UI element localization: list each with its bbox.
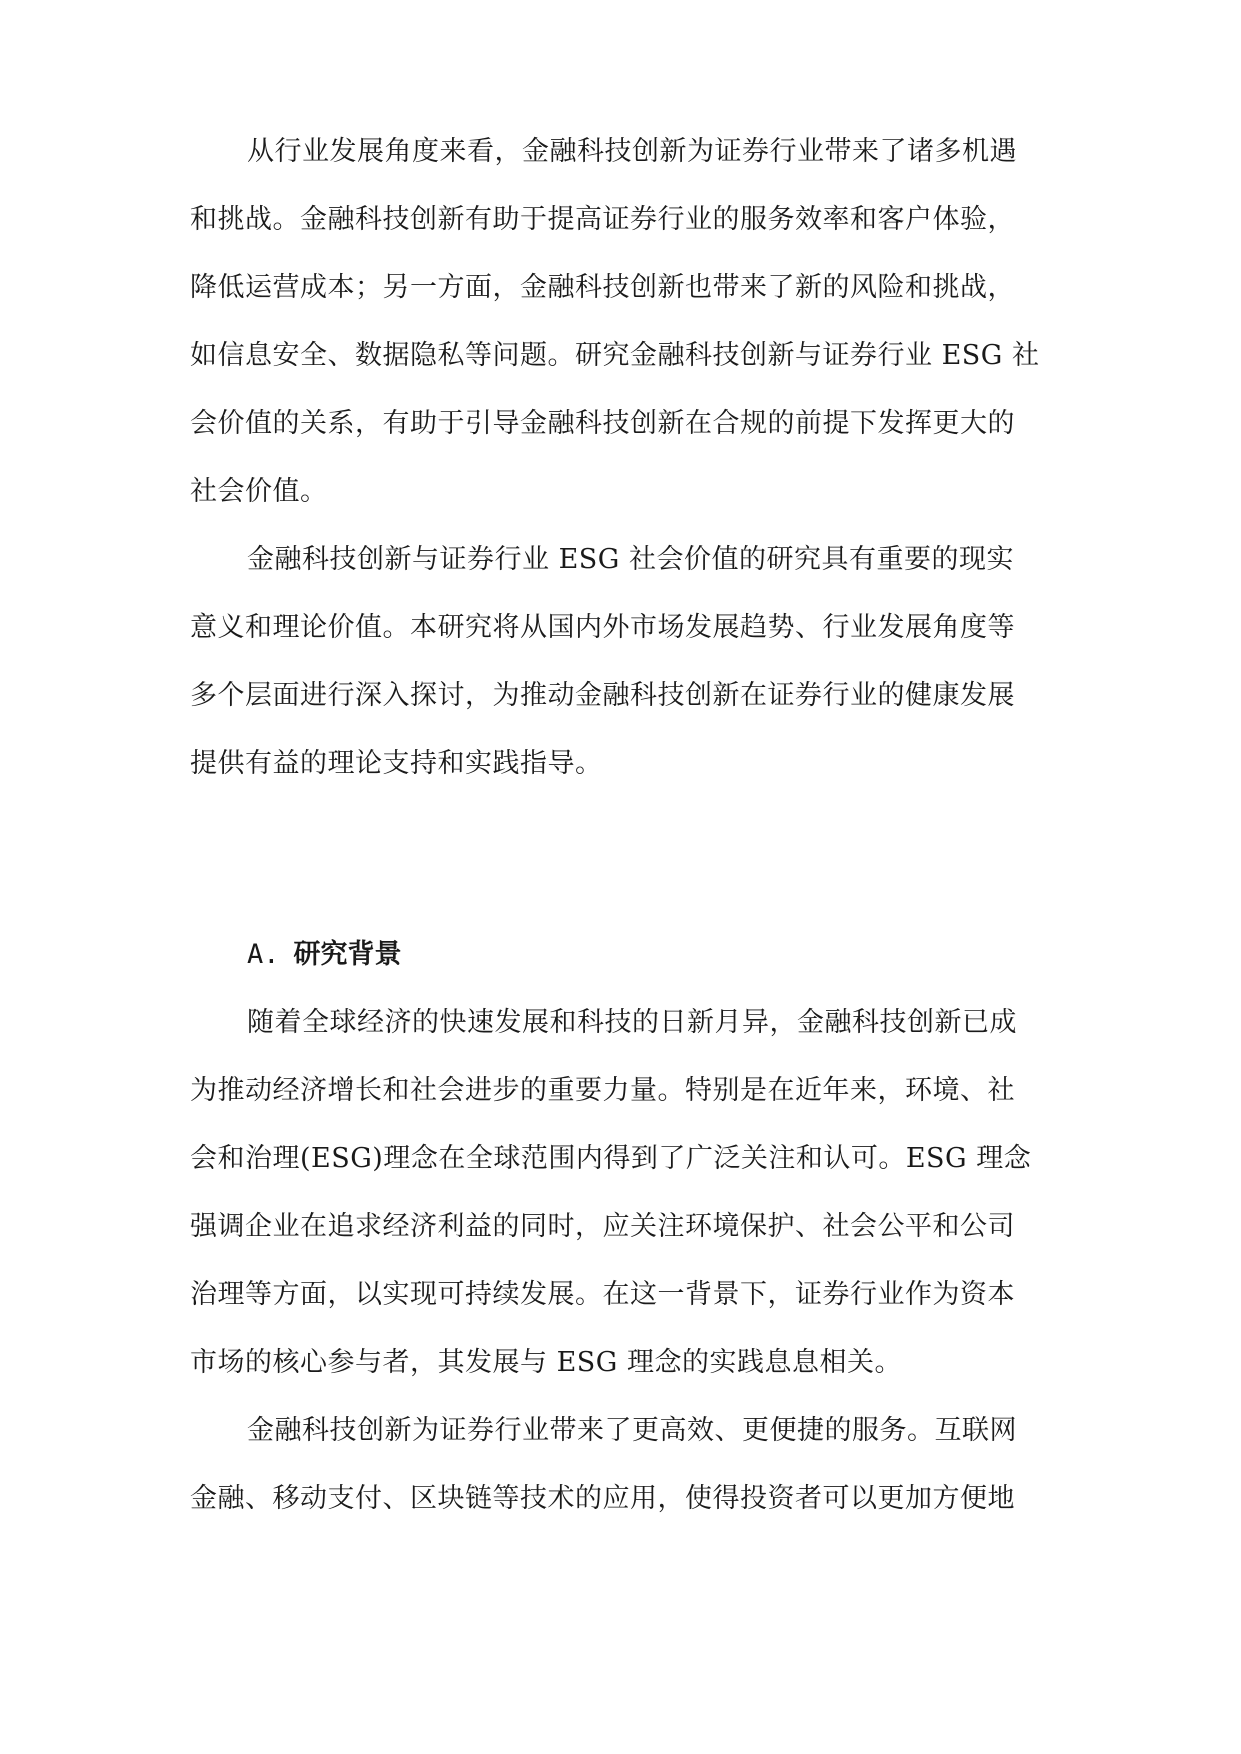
paragraph-1-line-3: 降低运营成本；另一方面，金融科技创新也带来了新的风险和挑战， [190, 272, 1015, 303]
paragraph-3-line-4: 强调企业在追求经济利益的同时，应关注环境保护、社会公平和公司 [190, 1211, 1015, 1242]
paragraph-2-line-2: 意义和理论价值。本研究将从国内外市场发展趋势、行业发展角度等 [190, 612, 1015, 643]
paragraph-1-line-1: 从行业发展角度来看，金融科技创新为证券行业带来了诸多机遇 [247, 136, 1017, 167]
paragraph-3-line-5: 治理等方面，以实现可持续发展。在这一背景下，证券行业作为资本 [190, 1279, 1015, 1310]
paragraph-2-line-1: 金融科技创新与证券行业 ESG 社会价值的研究具有重要的现实 [247, 544, 1014, 575]
paragraph-1-line-2: 和挑战。金融科技创新有助于提高证券行业的服务效率和客户体验， [190, 204, 1015, 235]
paragraph-2-line-3: 多个层面进行深入探讨，为推动金融科技创新在证券行业的健康发展 [190, 680, 1015, 711]
section-number: A. [247, 939, 280, 970]
paragraph-2-line-4: 提供有益的理论支持和实践指导。 [190, 748, 603, 779]
paragraph-1-line-5: 会价值的关系，有助于引导金融科技创新在合规的前提下发挥更大的 [190, 408, 1015, 439]
section-heading [247, 935, 402, 975]
paragraph-3-line-2: 为推动经济增长和社会进步的重要力量。特别是在近年来，环境、社 [190, 1075, 1015, 1106]
paragraph-1-line-4: 如信息安全、数据隐私等问题。研究金融科技创新与证券行业 ESG 社 [190, 340, 1040, 371]
paragraph-4-line-2: 金融、移动支付、区块链等技术的应用，使得投资者可以更加方便地 [190, 1483, 1015, 1514]
paragraph-3-line-1: 随着全球经济的快速发展和科技的日新月异，金融科技创新已成 [247, 1007, 1017, 1038]
paragraph-3-line-3: 会和治理(ESG)理念在全球范围内得到了广泛关注和认可。ESG 理念 [190, 1143, 1032, 1174]
paragraph-3-line-6: 市场的核心参与者，其发展与 ESG 理念的实践息息相关。 [190, 1347, 902, 1378]
paragraph-4-line-1: 金融科技创新为证券行业带来了更高效、更便捷的服务。互联网 [247, 1415, 1017, 1446]
paragraph-1-line-6: 社会价值。 [190, 476, 328, 507]
section-title: 研究背景 [293, 939, 402, 970]
